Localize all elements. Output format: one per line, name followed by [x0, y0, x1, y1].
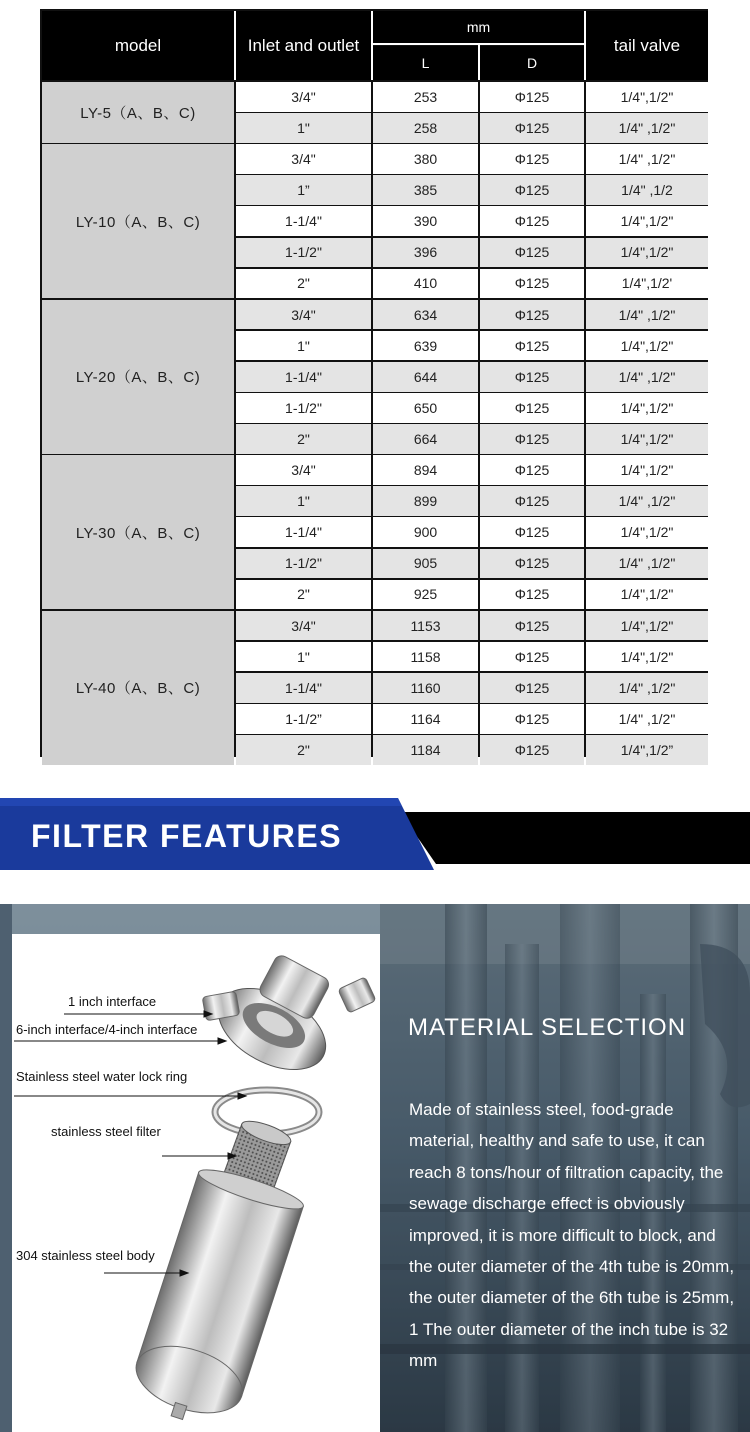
cell-l: 639: [373, 331, 478, 361]
cell-tail: 1/4",1/2": [586, 393, 708, 423]
cell-tail: 1/4",1/2": [586, 611, 708, 641]
cell-d: Φ125: [480, 238, 584, 268]
cell-tail: 1/4",1/2": [586, 580, 708, 610]
cell-l: 900: [373, 517, 478, 547]
table-row: [235, 393, 708, 423]
cell-l: 644: [373, 362, 478, 392]
table-row: [235, 113, 708, 143]
cell-tail: 1/4",1/2": [586, 517, 708, 547]
cell-inlet: 1": [236, 331, 371, 361]
cell-d: Φ125: [480, 580, 584, 610]
material-description: Made of stainless steel, food-grade material, healthy and safe to use, it can reach 8 tons/hour of filtration capacity, the sewage discharge effect is obviously improved, it is more difficult to block, and the outer diameter of the 4th tube is 20mm, the outer diameter of the 6th tube is 25mm, 1 The outer diameter of the inch tube is 32 mm: [409, 1100, 735, 1371]
cell-inlet: 1": [236, 486, 371, 516]
header-divider: [478, 45, 480, 80]
cell-inlet: 1-1/2": [236, 238, 371, 268]
header-divider: [584, 11, 586, 80]
cell-d: Φ125: [480, 517, 584, 547]
table-row: [235, 455, 708, 485]
section-banner: [0, 796, 750, 874]
cell-tail: 1/4" ,1/2": [586, 113, 708, 143]
spec-table: [40, 9, 708, 757]
table-row: [235, 486, 708, 516]
cell-inlet: 3/4": [236, 300, 371, 330]
cell-l: 1184: [373, 735, 478, 765]
cell-d: Φ125: [480, 611, 584, 641]
header-inlet-outlet: Inlet and outlet: [236, 11, 371, 80]
model-cell: LY-40（A、B、C): [42, 611, 234, 765]
cell-inlet: 1-1/2": [236, 549, 371, 579]
cell-tail: 1/4",1/2": [586, 238, 708, 268]
cell-d: Φ125: [480, 206, 584, 236]
table-row: [235, 642, 708, 672]
cell-d: Φ125: [480, 300, 584, 330]
cell-tail: 1/4" ,1/2": [586, 673, 708, 703]
table-row: [235, 331, 708, 361]
cell-tail: 1/4",1/2": [586, 331, 708, 361]
cell-inlet: 3/4": [236, 455, 371, 485]
cell-tail: 1/4" ,1/2": [586, 704, 708, 734]
cell-inlet: 3/4": [236, 144, 371, 174]
header-divider: [371, 11, 373, 80]
cell-tail: 1/4" ,1/2: [586, 175, 708, 205]
table-row: [235, 549, 708, 579]
cell-d: Φ125: [480, 113, 584, 143]
cell-inlet: 2": [236, 424, 371, 454]
cell-l: 390: [373, 206, 478, 236]
cell-tail: 1/4",1/2': [586, 269, 708, 299]
table-row: [235, 704, 708, 734]
callout-lock-ring: Stainless steel water lock ring: [16, 1069, 188, 1084]
cell-d: Φ125: [480, 673, 584, 703]
cell-l: 894: [373, 455, 478, 485]
cell-inlet: 1-1/2”: [236, 704, 371, 734]
model-cell: LY-10（A、B、C): [42, 144, 234, 298]
cell-d: Φ125: [480, 455, 584, 485]
cell-d: Φ125: [480, 82, 584, 112]
cell-d: Φ125: [480, 486, 584, 516]
cell-tail: 1/4",1/2”: [586, 735, 708, 765]
cell-l: 1160: [373, 673, 478, 703]
callout-filter: stainless steel filter: [51, 1124, 161, 1139]
cell-inlet: 1": [236, 642, 371, 672]
cell-d: Φ125: [480, 175, 584, 205]
cell-l: 650: [373, 393, 478, 423]
cell-l: 385: [373, 175, 478, 205]
product-diagram: [12, 934, 380, 1432]
cell-l: 905: [373, 549, 478, 579]
cell-d: Φ125: [480, 549, 584, 579]
cell-tail: 1/4",1/2": [586, 424, 708, 454]
cell-d: Φ125: [480, 269, 584, 299]
material-selection-title: MATERIAL SELECTION: [408, 1014, 687, 1041]
cell-tail: 1/4",1/2": [586, 82, 708, 112]
callout-6-inch-interface: 6-inch interface/4-inch interface: [16, 1022, 198, 1037]
cell-tail: 1/4" ,1/2": [586, 549, 708, 579]
cell-d: Φ125: [480, 331, 584, 361]
cell-l: 664: [373, 424, 478, 454]
banner-title: FILTER FEATURES: [31, 818, 343, 854]
cell-inlet: 2": [236, 580, 371, 610]
cell-inlet: 1-1/4": [236, 673, 371, 703]
cell-d: Φ125: [480, 735, 584, 765]
model-cell: LY-20（A、B、C): [42, 300, 234, 454]
cell-l: 396: [373, 238, 478, 268]
table-row: [235, 82, 708, 112]
header-d: D: [480, 46, 584, 80]
cell-tail: 1/4",1/2": [586, 455, 708, 485]
model-cell: LY-5（A、B、C): [42, 82, 234, 143]
table-row: [235, 424, 708, 454]
cell-tail: 1/4",1/2": [586, 206, 708, 236]
cell-l: 925: [373, 580, 478, 610]
cell-tail: 1/4",1/2": [586, 642, 708, 672]
callout-1-inch-interface: 1 inch interface: [68, 994, 157, 1009]
cell-inlet: 1”: [236, 175, 371, 205]
model-cell: LY-30（A、B、C): [42, 455, 234, 609]
table-row: [235, 238, 708, 268]
table-row: [235, 175, 708, 205]
cell-l: 258: [373, 113, 478, 143]
table-row: [235, 144, 708, 174]
cell-l: 410: [373, 269, 478, 299]
header-mm: mm: [373, 11, 584, 43]
cell-d: Φ125: [480, 642, 584, 672]
cell-d: Φ125: [480, 393, 584, 423]
cell-l: 1164: [373, 704, 478, 734]
header-tail-valve: tail valve: [586, 11, 708, 80]
table-row: [235, 269, 708, 299]
cell-d: Φ125: [480, 144, 584, 174]
cell-inlet: 2": [236, 269, 371, 299]
cell-inlet: 1": [236, 113, 371, 143]
cell-inlet: 2": [236, 735, 371, 765]
callout-body: 304 stainless steel body: [16, 1248, 155, 1263]
cell-l: 1153: [373, 611, 478, 641]
cell-d: Φ125: [480, 362, 584, 392]
table-row: [235, 611, 708, 641]
table-row: [235, 206, 708, 236]
cell-inlet: 1-1/4": [236, 206, 371, 236]
cell-inlet: 3/4": [236, 82, 371, 112]
cell-inlet: 3/4": [236, 611, 371, 641]
table-row: [235, 517, 708, 547]
cell-l: 253: [373, 82, 478, 112]
cell-l: 380: [373, 144, 478, 174]
cell-inlet: 1-1/4": [236, 362, 371, 392]
cell-tail: 1/4" ,1/2": [586, 300, 708, 330]
table-row: [235, 580, 708, 610]
cell-l: 1158: [373, 642, 478, 672]
header-model: model: [42, 11, 234, 80]
cell-d: Φ125: [480, 424, 584, 454]
table-row: [235, 362, 708, 392]
table-row: [235, 735, 708, 765]
table-row: [235, 300, 708, 330]
cell-tail: 1/4" ,1/2": [586, 486, 708, 516]
feature-panel: [0, 904, 750, 1432]
cell-l: 634: [373, 300, 478, 330]
header-l: L: [373, 46, 478, 80]
cell-d: Φ125: [480, 704, 584, 734]
table-row: [235, 673, 708, 703]
cell-tail: 1/4" ,1/2": [586, 362, 708, 392]
header-divider: [234, 11, 236, 80]
cell-inlet: 1-1/2": [236, 393, 371, 423]
cell-inlet: 1-1/4": [236, 517, 371, 547]
cell-l: 899: [373, 486, 478, 516]
cell-tail: 1/4" ,1/2": [586, 144, 708, 174]
